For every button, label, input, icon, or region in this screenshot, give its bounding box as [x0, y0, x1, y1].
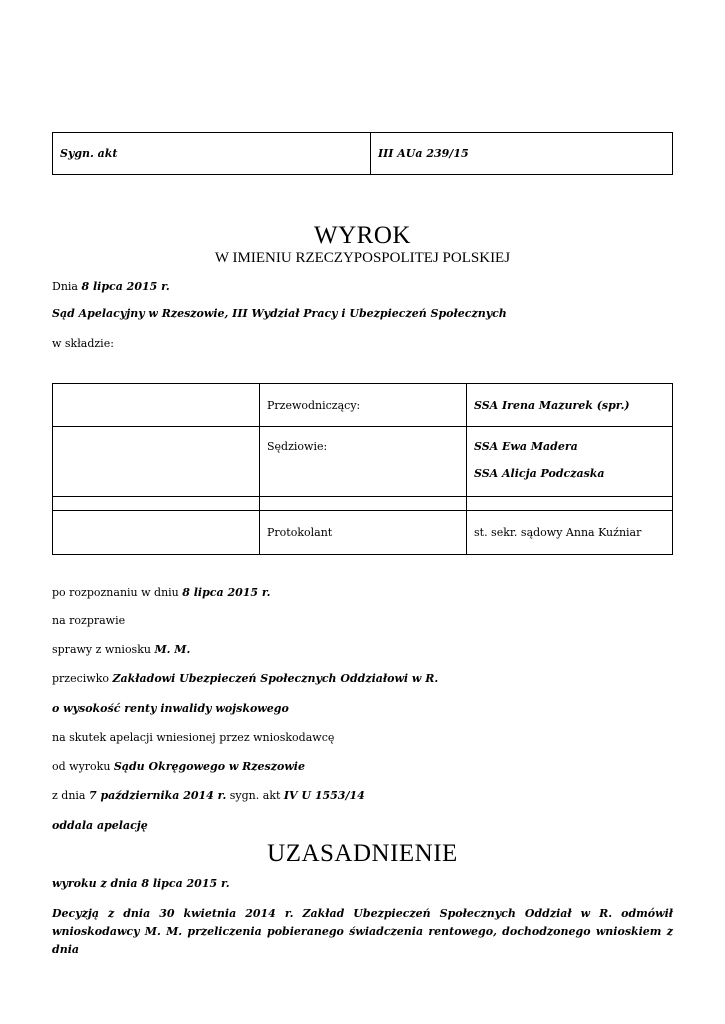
empty-cell: [53, 497, 260, 511]
document-title: WYROK: [314, 222, 411, 249]
verdict: oddala apelację: [52, 819, 148, 832]
case-signature-label: Sygn. akt: [53, 133, 371, 175]
chair-value: SSA Irena Mazurek (spr.): [467, 384, 673, 427]
lower-court-line: [52, 760, 305, 773]
applicant-prefix: sprawy z wniosku: [52, 643, 155, 656]
table-row: [53, 384, 673, 427]
judges-value: [467, 427, 673, 497]
court-composition-table: [52, 383, 673, 555]
applicant-line: [52, 643, 190, 656]
respondent-prefix: przeciwko: [52, 672, 113, 685]
empty-cell: [467, 497, 673, 511]
hearing-type: na rozprawie: [52, 614, 126, 627]
lower-judgment-prefix: z dnia: [52, 789, 89, 802]
judge-2: SSA Alicja Podczaska: [474, 467, 605, 480]
composition-intro: w składzie:: [52, 337, 114, 350]
justification-heading: UZASADNIENIE: [267, 840, 458, 867]
table-row: [53, 497, 673, 511]
empty-cell: [260, 497, 467, 511]
respondent-line: [52, 672, 438, 685]
judgment-date: 8 lipca 2015 r.: [81, 280, 170, 293]
clerk-label: Protokolant: [260, 511, 467, 555]
case-subject: o wysokość renty inwalidy wojskowego: [52, 702, 289, 715]
hearing-date-line: [52, 586, 271, 599]
lower-judgment-line: [52, 789, 365, 802]
case-signature-table: [52, 132, 673, 175]
document-subtitle: W IMIENIU RZECZYPOSPOLITEJ POLSKIEJ: [214, 250, 511, 266]
clerk-value: st. sekr. sądowy Anna Kuźniar: [467, 511, 673, 555]
justification-subheading: wyroku z dnia 8 lipca 2015 r.: [52, 877, 230, 890]
empty-cell: [53, 427, 260, 497]
case-signature-value: III AUa 239/15: [371, 133, 673, 175]
lower-judgment-date: 7 października 2014 r.: [89, 789, 227, 802]
empty-cell: [53, 511, 260, 555]
lower-court-prefix: od wyroku: [52, 760, 114, 773]
date-prefix: Dnia: [52, 280, 82, 293]
applicant-name: M. M.: [154, 643, 191, 656]
chair-label: Przewodniczący:: [260, 384, 467, 427]
empty-cell: [53, 384, 260, 427]
judge-1: SSA Ewa Madera: [474, 440, 578, 453]
justification-paragraph: Decyzją z dnia 30 kwietnia 2014 r. Zakład Ubezpieczeń Społecznych Oddział w R. odmówił wnioskodawcy M. M. przeliczenia pobieranego świadczenia rentowego, dochodzonego wnioskiem z dnia: [52, 907, 673, 956]
hearing-prefix: po rozpoznaniu w dniu: [52, 586, 183, 599]
table-row: [53, 427, 673, 497]
judges-label: Sędziowie:: [260, 427, 467, 497]
court-name: Sąd Apelacyjny w Rzeszowie, III Wydział Pracy i Ubezpieczeń Społecznych: [52, 307, 507, 320]
lower-judgment-sygn-prefix: sygn. akt: [226, 789, 284, 802]
respondent-name: Zakładowi Ubezpieczeń Społecznych Oddziałowi w R.: [112, 672, 439, 685]
date-line: [52, 280, 170, 293]
lower-judgment-sygn: IV U 1553/14: [283, 789, 365, 802]
lower-court-name: Sądu Okręgowego w Rzeszowie: [113, 760, 305, 773]
table-row: [53, 511, 673, 555]
appeal-line: na skutek apelacji wniesionej przez wnioskodawcę: [52, 731, 335, 744]
hearing-date: 8 lipca 2015 r.: [182, 586, 271, 599]
